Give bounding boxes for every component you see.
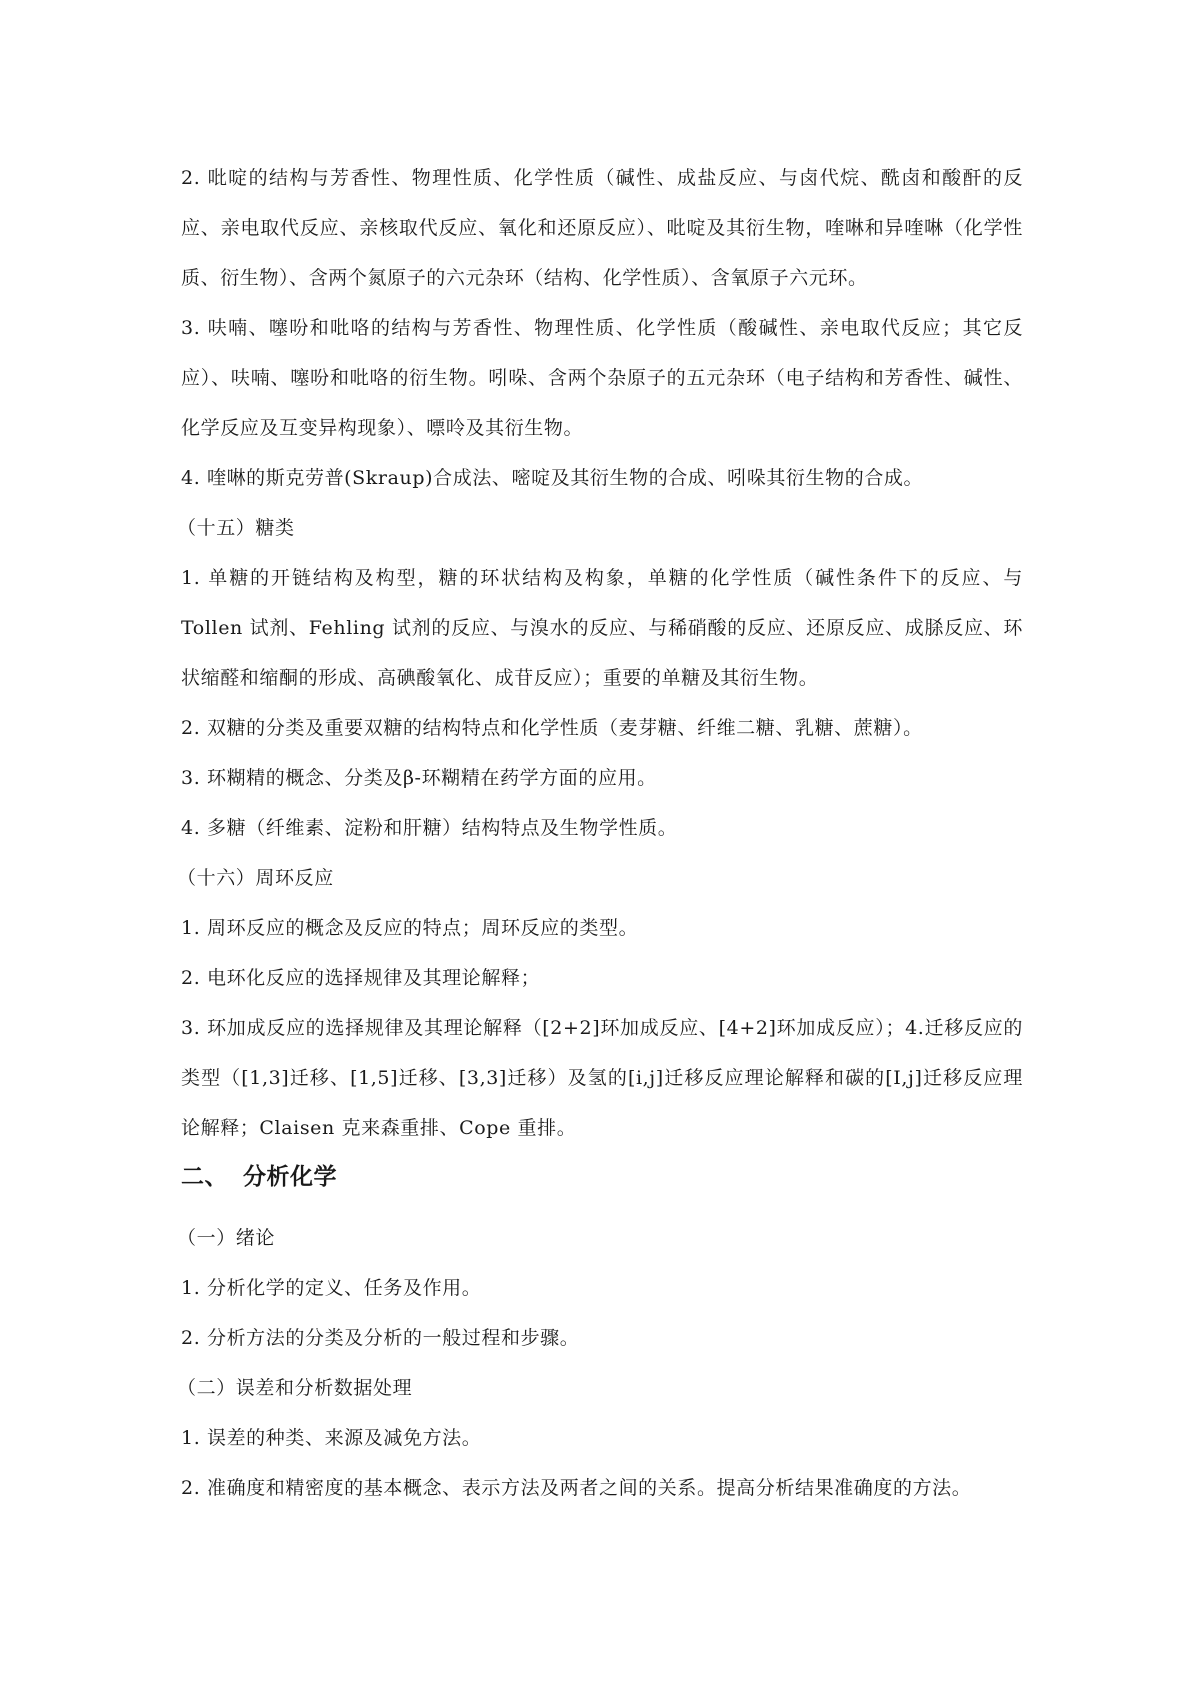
section-title: 分析化学	[243, 1163, 337, 1190]
section-heading-analytical-chemistry	[181, 1155, 1023, 1199]
pericyclic-concept-paragraph: 1. 周环反应的概念及反应的特点；周环反应的类型。	[181, 917, 639, 939]
quinoline-synthesis-paragraph: 4. 喹啉的斯克劳普(Skraup)合成法、嘧啶及其衍生物的合成、吲哚其衍生物的合成。	[181, 467, 924, 489]
subsection-heading-carbohydrates: （十五）糖类	[177, 517, 295, 539]
disaccharide-paragraph: 2. 双糖的分类及重要双糖的结构特点和化学性质（麦芽糖、纤维二糖、乳糖、蔗糖）。	[181, 717, 923, 739]
furan-paragraph: 3. 呋喃、噻吩和吡咯的结构与芳香性、物理性质、化学性质（酸碱性、亲电取代反应；其它反应）、呋喃、噻吩和吡咯的衍生物。吲哚、含两个杂原子的五元杂环（电子结构和芳香性、碱性、化学反应及互变异构现象）、嘌呤及其衍生物。	[181, 317, 1023, 439]
document-body	[177, 153, 1023, 1513]
polysaccharide-paragraph: 4. 多糖（纤维素、淀粉和肝糖）结构特点及生物学性质。	[181, 817, 678, 839]
subsection-heading-error-analysis: （二）误差和分析数据处理	[177, 1377, 413, 1399]
subsection-heading-introduction: （一）绪论	[177, 1227, 276, 1249]
error-types-paragraph: 1. 误差的种类、来源及减免方法。	[181, 1427, 482, 1449]
subsection-heading-pericyclic: （十六）周环反应	[177, 867, 334, 889]
cyclodextrin-paragraph: 3. 环糊精的概念、分类及β-环糊精在药学方面的应用。	[181, 767, 657, 789]
accuracy-precision-paragraph: 2. 准确度和精密度的基本概念、表示方法及两者之间的关系。提高分析结果准确度的方法。	[181, 1477, 972, 1499]
electrocyclic-paragraph: 2. 电环化反应的选择规律及其理论解释；	[181, 967, 541, 989]
pyridine-paragraph: 2. 吡啶的结构与芳香性、物理性质、化学性质（碱性、成盐反应、与卤代烷、酰卤和酸酐的反应、亲电取代反应、亲核取代反应、氧化和还原反应）、吡啶及其衍生物，喹啉和异喹啉（化学性质、衍生物）、含两个氮原子的六元杂环（结构、化学性质）、含氧原子六元环。	[181, 167, 1023, 289]
cycloaddition-paragraph: 3. 环加成反应的选择规律及其理论解释（[2+2]环加成反应、[4+2]环加成反应）；4.迁移反应的类型（[1,3]迁移、[1,5]迁移、[3,3]迁移）及氢的[i,j]迁移反应理论解释和碳的[I,j]迁移反应理论解释；Claisen 克来森重排、Cope 重排。	[181, 1017, 1023, 1139]
analytical-methods-paragraph: 2. 分析方法的分类及分析的一般过程和步骤。	[181, 1327, 580, 1349]
section-number: 二、	[181, 1163, 228, 1190]
monosaccharide-paragraph: 1. 单糖的开链结构及构型，糖的环状结构及构象，单糖的化学性质（碱性条件下的反应、与 Tollen 试剂、Fehling 试剂的反应、与溴水的反应、与稀硝酸的反应、还原反应、成脎反应、环状缩醛和缩酮的形成、高碘酸氧化、成苷反应）；重要的单糖及其衍生物。	[181, 567, 1023, 689]
analytical-definition-paragraph: 1. 分析化学的定义、任务及作用。	[181, 1277, 482, 1299]
